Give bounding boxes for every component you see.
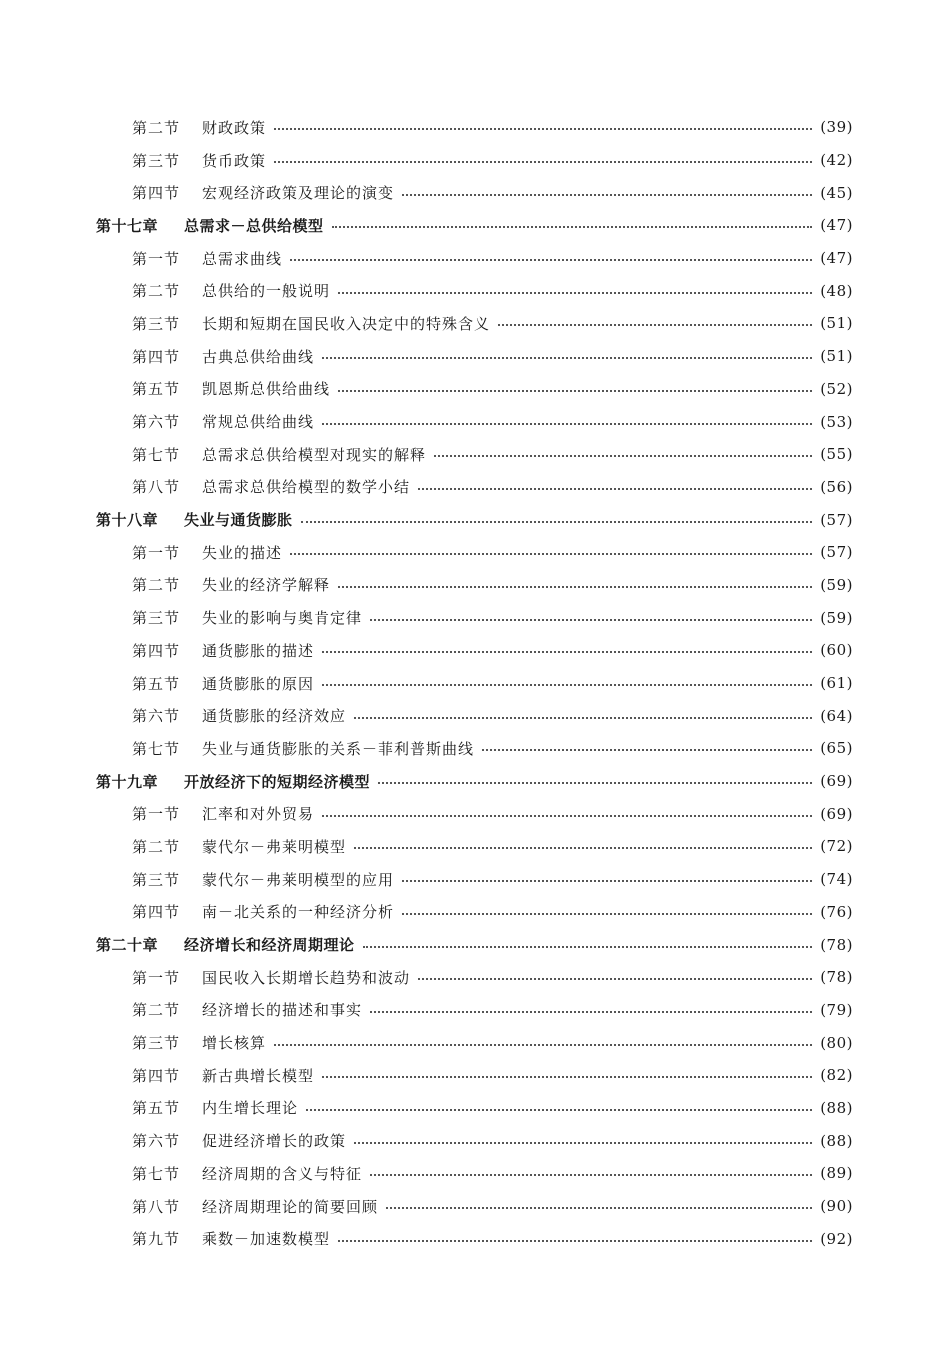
dot-leader: [354, 847, 812, 849]
section-title: 经济增长的描述和事实: [202, 1001, 363, 1020]
dot-leader: [322, 651, 812, 653]
toc-section-entry: [96, 863, 853, 896]
toc-section-entry: [96, 1124, 853, 1157]
section-title: 蒙代尔－弗莱明模型的应用: [202, 870, 395, 889]
dot-leader: [322, 423, 812, 425]
section-number: 第六节: [132, 413, 181, 432]
dot-leader: [332, 226, 813, 228]
page-number: (59): [820, 608, 853, 627]
dot-leader: [418, 978, 812, 980]
toc-section-entry: [96, 307, 853, 340]
section-number: 第四节: [132, 1066, 181, 1085]
section-number: 第二节: [132, 282, 181, 301]
page-number: (47): [820, 216, 853, 235]
page-number: (82): [820, 1066, 853, 1085]
section-title: 凯恩斯总供给曲线: [202, 380, 331, 399]
section-title: 货币政策: [202, 151, 267, 170]
toc-section-entry: [96, 242, 853, 275]
toc-section-entry: [96, 1157, 853, 1190]
section-number: 第二节: [132, 837, 181, 856]
toc-chapter-entry: [96, 928, 853, 961]
dot-leader: [301, 521, 813, 523]
page-number: (90): [820, 1197, 853, 1216]
dot-leader: [322, 684, 812, 686]
section-title: 财政政策: [202, 118, 267, 137]
toc-section-entry: [96, 405, 853, 438]
dot-leader: [306, 1109, 812, 1111]
section-title: 总需求曲线: [202, 249, 283, 268]
toc-section-entry: [96, 601, 853, 634]
page-number: (59): [820, 575, 853, 594]
section-number: 第五节: [132, 674, 181, 693]
toc-section-entry: [96, 961, 853, 994]
page-number: (61): [820, 674, 853, 693]
toc-section-entry: [96, 634, 853, 667]
section-number: 第四节: [132, 184, 181, 203]
section-title: 通货膨胀的经济效应: [202, 707, 347, 726]
section-number: 第二节: [132, 1001, 181, 1020]
page-number: (51): [820, 314, 853, 333]
dot-leader: [322, 1076, 812, 1078]
section-number: 第二节: [132, 576, 181, 595]
chapter-title: 经济增长和经济周期理论: [184, 936, 355, 955]
section-title: 宏观经济政策及理论的演变: [202, 184, 395, 203]
page-number: (53): [820, 412, 853, 431]
toc-section-entry: [96, 797, 853, 830]
section-title: 常规总供给曲线: [202, 413, 315, 432]
section-title: 经济周期理论的简要回顾: [202, 1197, 379, 1216]
dot-leader: [274, 161, 812, 163]
page-number: (42): [820, 151, 853, 170]
toc-section-entry: [96, 896, 853, 929]
section-number: 第一节: [132, 805, 181, 824]
page-number: (57): [820, 510, 853, 529]
page-number: (76): [820, 902, 853, 921]
toc-section-entry: [96, 536, 853, 569]
toc-section-entry: [96, 667, 853, 700]
dot-leader: [386, 1207, 812, 1209]
page-number: (74): [820, 870, 853, 889]
toc-section-entry: [96, 438, 853, 471]
section-title: 总需求总供给模型的数学小结: [202, 478, 411, 497]
section-number: 第一节: [132, 543, 181, 562]
dot-leader: [290, 259, 812, 261]
page-number: (64): [820, 706, 853, 725]
dot-leader: [402, 913, 812, 915]
chapter-number: 第二十章: [96, 936, 159, 955]
chapter-number: 第十九章: [96, 772, 159, 791]
page-number: (60): [820, 641, 853, 660]
dot-leader: [290, 553, 812, 555]
page-number: (69): [820, 772, 853, 791]
toc-section-entry: [96, 1222, 853, 1255]
chapter-title: 开放经济下的短期经济模型: [184, 772, 371, 791]
toc-section-entry: [96, 1190, 853, 1223]
section-title: 失业的影响与奥肯定律: [202, 609, 363, 628]
dot-leader: [338, 292, 812, 294]
section-number: 第九节: [132, 1230, 181, 1249]
toc-section-entry: [96, 111, 853, 144]
section-title: 失业与通货膨胀的关系－菲利普斯曲线: [202, 739, 475, 758]
page-number: (78): [820, 935, 853, 954]
section-title: 通货膨胀的描述: [202, 641, 315, 660]
toc-chapter-entry: [96, 503, 853, 536]
section-number: 第七节: [132, 1164, 181, 1183]
section-number: 第三节: [132, 609, 181, 628]
page-number: (48): [820, 281, 853, 300]
toc-section-entry: [96, 373, 853, 406]
toc-chapter-entry: [96, 209, 853, 242]
toc-section-entry: [96, 471, 853, 504]
section-number: 第八节: [132, 478, 181, 497]
section-number: 第五节: [132, 1099, 181, 1118]
section-number: 第八节: [132, 1197, 181, 1216]
dot-leader: [322, 357, 812, 359]
toc-chapter-entry: [96, 765, 853, 798]
toc-section-entry: [96, 1026, 853, 1059]
section-title: 新古典增长模型: [202, 1066, 315, 1085]
chapter-number: 第十七章: [96, 216, 159, 235]
toc-section-entry: [96, 569, 853, 602]
section-title: 蒙代尔－弗莱明模型: [202, 837, 347, 856]
page-number: (88): [820, 1131, 853, 1150]
section-title: 长期和短期在国民收入决定中的特殊含义: [202, 314, 491, 333]
section-number: 第三节: [132, 870, 181, 889]
toc-section-entry: [96, 176, 853, 209]
dot-leader: [338, 390, 812, 392]
section-title: 失业的描述: [202, 543, 283, 562]
dot-leader: [378, 782, 812, 784]
toc-section-entry: [96, 732, 853, 765]
section-number: 第三节: [132, 314, 181, 333]
section-title: 古典总供给曲线: [202, 347, 315, 366]
toc-section-entry: [96, 830, 853, 863]
section-title: 增长核算: [202, 1034, 267, 1053]
page-number: (57): [820, 543, 853, 562]
section-title: 国民收入长期增长趋势和波动: [202, 968, 411, 987]
page-number: (47): [820, 249, 853, 268]
toc-section-entry: [96, 1059, 853, 1092]
section-number: 第六节: [132, 1132, 181, 1151]
section-title: 南－北关系的一种经济分析: [202, 903, 395, 922]
chapter-title: 失业与通货膨胀: [184, 511, 293, 530]
toc-section-entry: [96, 1092, 853, 1125]
page-number: (69): [820, 804, 853, 823]
section-number: 第四节: [132, 641, 181, 660]
dot-leader: [274, 1044, 812, 1046]
page-number: (51): [820, 347, 853, 366]
page-number: (72): [820, 837, 853, 856]
page-number: (65): [820, 739, 853, 758]
chapter-number: 第十八章: [96, 511, 159, 530]
section-number: 第五节: [132, 380, 181, 399]
toc-section-entry: [96, 340, 853, 373]
dot-leader: [370, 1174, 812, 1176]
section-number: 第七节: [132, 445, 181, 464]
section-title: 总需求总供给模型对现实的解释: [202, 445, 427, 464]
section-title: 乘数－加速数模型: [202, 1230, 331, 1249]
section-number: 第三节: [132, 151, 181, 170]
chapter-title: 总需求－总供给模型: [184, 216, 324, 235]
page-number: (80): [820, 1033, 853, 1052]
page-number: (56): [820, 477, 853, 496]
toc-section-entry: [96, 144, 853, 177]
page-number: (39): [820, 118, 853, 137]
dot-leader: [370, 619, 812, 621]
section-number: 第七节: [132, 739, 181, 758]
section-title: 经济周期的含义与特征: [202, 1164, 363, 1183]
section-number: 第一节: [132, 249, 181, 268]
section-title: 内生增长理论: [202, 1099, 299, 1118]
table-of-contents: [96, 111, 853, 1255]
dot-leader: [418, 488, 812, 490]
dot-leader: [370, 1011, 812, 1013]
section-number: 第六节: [132, 707, 181, 726]
page-number: (78): [820, 968, 853, 987]
toc-section-entry: [96, 699, 853, 732]
toc-section-entry: [96, 994, 853, 1027]
page-number: (45): [820, 183, 853, 202]
dot-leader: [402, 194, 812, 196]
dot-leader: [363, 946, 813, 948]
dot-leader: [354, 717, 812, 719]
section-number: 第一节: [132, 968, 181, 987]
page-number: (52): [820, 379, 853, 398]
dot-leader: [338, 1240, 812, 1242]
section-title: 促进经济增长的政策: [202, 1132, 347, 1151]
section-title: 失业的经济学解释: [202, 576, 331, 595]
section-number: 第四节: [132, 903, 181, 922]
dot-leader: [338, 586, 812, 588]
section-number: 第三节: [132, 1034, 181, 1053]
section-title: 汇率和对外贸易: [202, 805, 315, 824]
section-title: 总供给的一般说明: [202, 282, 331, 301]
section-title: 通货膨胀的原因: [202, 674, 315, 693]
dot-leader: [402, 880, 812, 882]
dot-leader: [498, 324, 812, 326]
dot-leader: [434, 455, 812, 457]
dot-leader: [322, 815, 812, 817]
dot-leader: [482, 749, 812, 751]
section-number: 第四节: [132, 347, 181, 366]
dot-leader: [354, 1142, 812, 1144]
toc-section-entry: [96, 274, 853, 307]
page-number: (79): [820, 1000, 853, 1019]
dot-leader: [274, 128, 812, 130]
page-number: (89): [820, 1164, 853, 1183]
section-number: 第二节: [132, 118, 181, 137]
page-number: (92): [820, 1229, 853, 1248]
page-number: (55): [820, 445, 853, 464]
page-number: (88): [820, 1098, 853, 1117]
